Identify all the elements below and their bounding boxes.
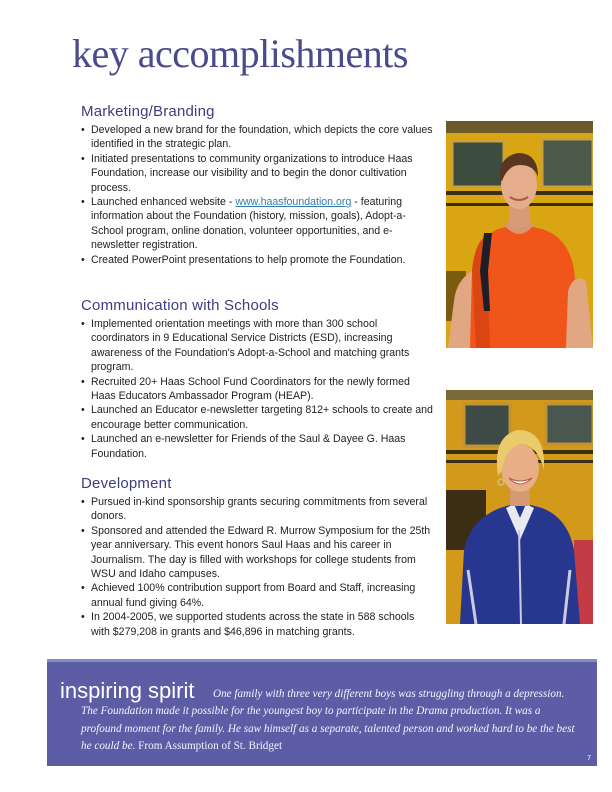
banner-quote — [81, 686, 581, 756]
photo-student-boy — [446, 121, 593, 348]
photo-student-girl — [446, 390, 593, 624]
bullet-list — [81, 123, 433, 267]
page-number: 7 — [587, 755, 591, 762]
list-item: • Achieved 100% contribution support from Board and Staff, increasing annual fund giving 64%. — [81, 582, 416, 609]
section-development — [81, 475, 433, 639]
inspiring-spirit-banner — [47, 659, 597, 766]
banner-quote-source: From Assumption of St. Bridget — [138, 740, 283, 753]
section-communication-with-schools — [81, 297, 433, 461]
list-item: • Sponsored and attended the Edward R. Murrow Symposium for the 25th year anniversary. This event honors Saul Haas and his career in Journalism. The day is filled with workshops for college students from WSU and Idaho campuses. — [81, 524, 431, 581]
bullet-list — [81, 495, 433, 639]
photo-student-boy-illustration — [446, 121, 593, 348]
banner-heading: inspiring spirit — [60, 678, 195, 703]
section-heading: Communication with Schools — [81, 297, 279, 314]
list-item: • Initiated presentations to community organizations to introduce Haas Foundation, increase our visibility and to begin the donor cultivation process. — [81, 152, 413, 194]
page-title: key accomplishments — [72, 31, 408, 76]
website-link[interactable]: www.haasfoundation.org — [235, 196, 352, 209]
section-heading: Development — [81, 475, 172, 492]
bullet-list — [81, 317, 433, 461]
list-item: • Implemented orientation meetings with more than 300 school coordinators in 9 Educational Service Districts (ESD), increasing awareness of the Foundation's Adopt-a-School and matching grants program. — [81, 318, 410, 374]
list-item: • Launched an e-newsletter for Friends of the Saul & Dayee G. Haas Foundation. — [81, 433, 406, 460]
section-heading: Marketing/Branding — [81, 103, 215, 120]
list-item: • Created PowerPoint presentations to help promote the Foundation. — [81, 253, 406, 266]
list-item: • Developed a new brand for the foundation, which depicts the core values identified in the strategic plan. — [81, 124, 433, 151]
photo-student-girl-illustration — [446, 390, 593, 624]
list-item: • Recruited 20+ Haas School Fund Coordinators for the newly formed Haas Educators Ambassador Program (HEAP). — [81, 375, 410, 403]
list-item: • Launched enhanced website - www.haasfoundation.org - featuring information about the Foundation (history, mission, goals), Adopt-a-School program, online donation, volunteer opportunities, and e-newsletter registration. — [81, 196, 406, 252]
list-item: • Pursued in-kind sponsorship grants securing commitments from several donors. — [81, 496, 428, 523]
section-marketing-branding — [81, 103, 433, 267]
list-item: • Launched an Educator e-newsletter targeting 812+ schools to create and encourage better communication. — [81, 404, 433, 431]
list-item: • In 2004-2005, we supported students across the state in 588 schools with $279,208 in grants and $46,896 in matching grants. — [81, 611, 415, 638]
banner-quote-text: One family with three very different boys was struggling through a depression. The Foundation made it possible for the youngest boy to participate in the Drama production. It was a profound moment for the family. He saw himself as a separate, talented person and worked hard to be the best he could be. — [81, 688, 575, 753]
